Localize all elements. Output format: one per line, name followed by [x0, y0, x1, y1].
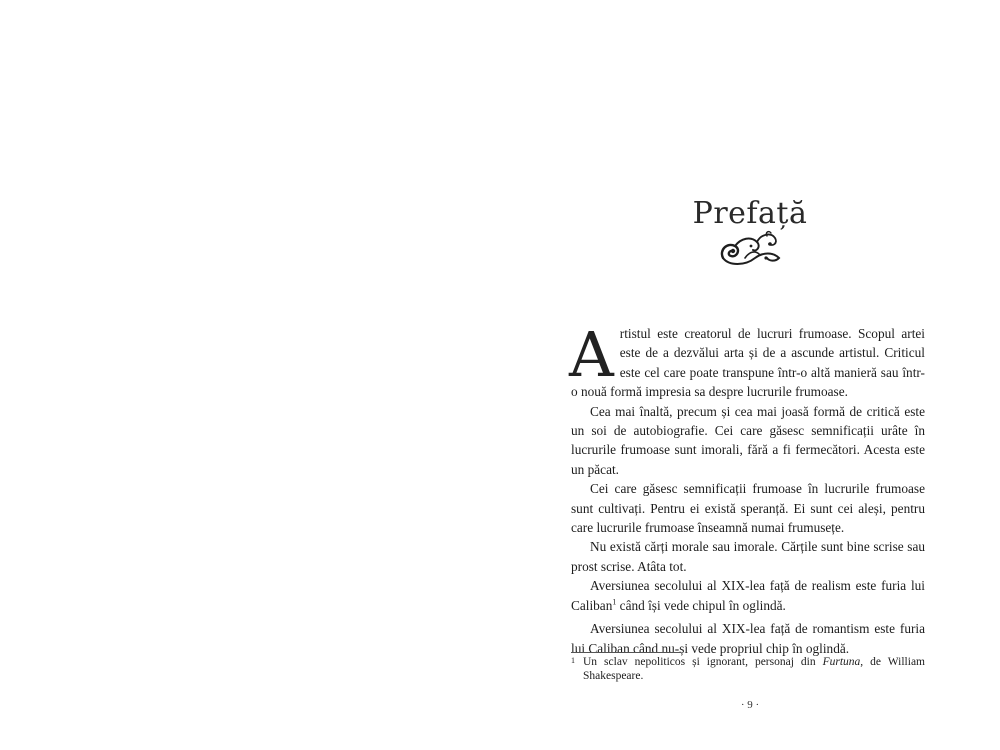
- footnote-mark: 1: [571, 656, 575, 665]
- paragraph-2: Cea mai înaltă, precum și cea mai joasă formă de critică este un soi de autobiografie. Cei care găsesc semnificații urâte în lucrurile frumoase sunt imorali, fără a fi fermecători. Acesta este un păcat.: [571, 403, 925, 477]
- ornament-flourish-icon: [715, 228, 785, 270]
- footnote-divider: [571, 652, 681, 653]
- paragraph-5-text-b: când își vede chipul în oglindă.: [616, 597, 786, 613]
- preface-body: [569, 318, 925, 658]
- footnote-text-b: , de William Shakespeare.: [583, 656, 925, 682]
- paragraph-1: [569, 318, 925, 402]
- chapter-title: Prefață: [692, 196, 808, 232]
- footnote-text-a: Un sclav nepoliticos și ignorant, personaj din: [583, 656, 823, 668]
- footnote-title-italic: Furtuna: [822, 656, 861, 668]
- right-page: [500, 0, 1000, 750]
- drop-cap: A: [569, 318, 614, 391]
- paragraph-5-text-a: Aversiunea secolului al XIX-lea față de realism este furia lui Caliban: [571, 578, 925, 613]
- footnote: [571, 656, 925, 683]
- paragraph-4: Nu există cărți morale sau imorale. Cărțile sunt bine scrise sau prost scrise. Atâta tot.: [571, 539, 925, 574]
- paragraph-5: [571, 576, 925, 615]
- paragraph-1-text: rtistul este creatorul de lucruri frumoase. Scopul artei este de a dezvălui arta și de a ascunde artistul. Criticul este cel care poate transpune într-o altă manieră sau într-o nouă formă impresia sa despre lucrurile frumoase.: [571, 326, 925, 400]
- page-number: · 9 ·: [740, 699, 760, 711]
- paragraph-6: Aversiunea secolului al XIX-lea față de romantism este furia lui Caliban când nu-și vede propriul chip în oglindă.: [571, 621, 925, 656]
- paragraph-3: Cei care găsesc semnificații frumoase în lucrurile frumoase sunt cultivați. Pentru ei există speranță. Ei sunt cei aleși, pentru care lucrurile frumoase înseamnă numai frumusețe.: [571, 481, 925, 536]
- footnote-reference[interactable]: 1: [612, 597, 617, 607]
